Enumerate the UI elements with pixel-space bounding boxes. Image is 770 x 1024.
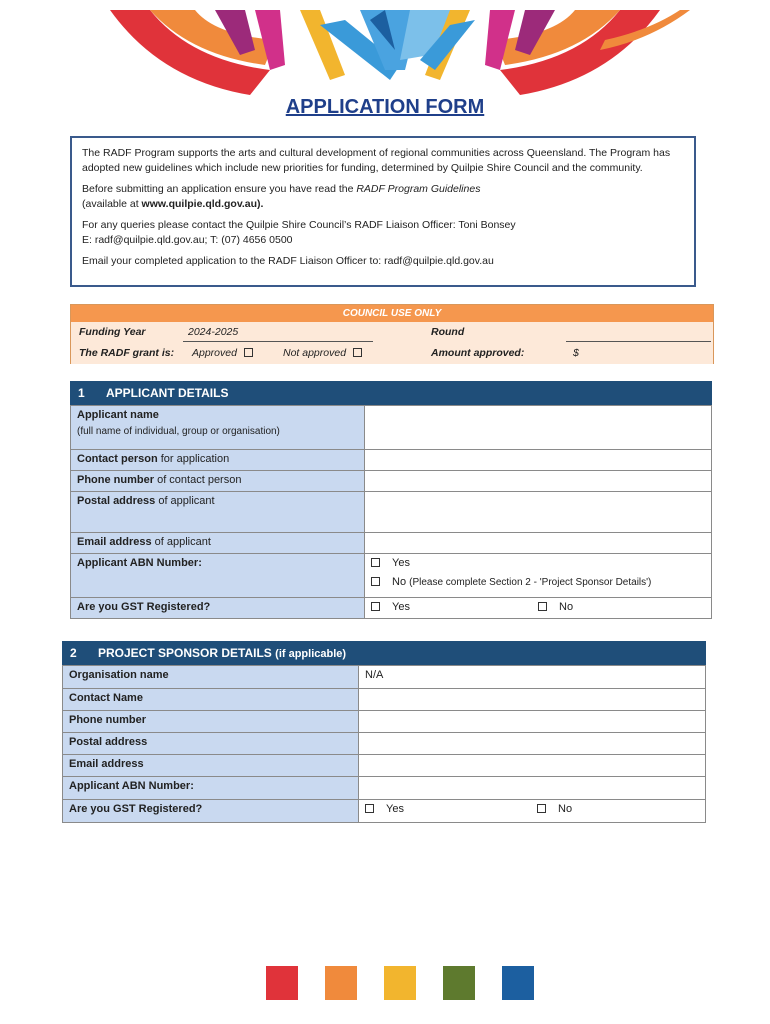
applicant-name-label: [71, 406, 365, 450]
section-project-sponsor: [62, 641, 706, 823]
council-use-body: [71, 322, 713, 364]
website-link[interactable]: www.quilpie.qld.gov.au).: [141, 198, 264, 210]
postal-address-rest: of applicant: [155, 495, 215, 507]
table-row: [63, 689, 706, 711]
intro-paragraph-3b: E: radf@quilpie.qld.gov.au; T: (07) 4656 0500: [82, 234, 293, 246]
page-title: APPLICATION FORM: [285, 96, 485, 118]
footer-square-yellow: [384, 966, 416, 1000]
gst-yes-checkbox[interactable]: [371, 602, 380, 611]
contact-person-label: [71, 450, 365, 471]
abn-no-note: (Please complete Section 2 - 'Project Sponsor Details'): [409, 577, 652, 588]
abn-label-text: Applicant ABN Number:: [77, 557, 202, 569]
sponsor-email-label: Email address: [63, 755, 359, 777]
gst-label-text: Are you GST Registered?: [77, 601, 211, 613]
contact-name-field[interactable]: [359, 689, 706, 711]
email-address-rest: of applicant: [151, 536, 211, 548]
abn-yes-label: Yes: [392, 557, 410, 569]
applicant-details-table: [70, 405, 712, 619]
gst-yes-option[interactable]: [371, 601, 410, 613]
applicant-name-hint: (full name of individual, group or organisation): [77, 426, 280, 437]
email-address-label: [71, 533, 365, 554]
approved-label: Approved: [192, 347, 237, 359]
table-row: [71, 554, 712, 598]
intro-paragraph-1: The RADF Program supports the arts and cultural development of regional communities across Queensland. The Program has adopted new guidelines which include new priorities for funding, determined by Quilpie Shire Council and the community.: [82, 147, 671, 174]
gst-yes-label: Yes: [392, 601, 410, 613]
not-approved-option[interactable]: [283, 347, 374, 359]
council-use-box: [70, 304, 714, 364]
section-2-subtitle: (if applicable): [275, 648, 347, 660]
funding-year-value[interactable]: 2024-2025: [188, 326, 239, 338]
phone-number-bold: Phone number: [77, 474, 155, 486]
contact-person-field[interactable]: [365, 450, 712, 471]
table-row: [71, 492, 712, 533]
section-1-header: [70, 381, 712, 405]
footer-square-red: [266, 966, 298, 1000]
abn-label: [71, 554, 365, 598]
gst-options: [365, 598, 712, 619]
sponsor-postal-label: Postal address: [63, 733, 359, 755]
table-row: [63, 733, 706, 755]
gst-no-label: No: [559, 601, 574, 613]
intro-paragraph-2b: [82, 197, 684, 212]
org-name-label: Organisation name: [63, 666, 359, 689]
banner-rays-right: [420, 10, 690, 95]
footer-square-blue: [502, 966, 534, 1000]
amount-approved-value[interactable]: $: [573, 347, 579, 359]
funding-year-line: [183, 341, 373, 342]
table-row: [71, 598, 712, 619]
footer-square-orange: [325, 966, 357, 1000]
table-row: [71, 533, 712, 554]
abn-yes-option[interactable]: [371, 557, 705, 569]
section-applicant-details: [70, 381, 712, 619]
abn-yes-checkbox[interactable]: [371, 558, 380, 567]
sponsor-gst-yes-label: Yes: [386, 803, 404, 815]
abn-no-checkbox[interactable]: [371, 577, 380, 586]
intro-box: [70, 136, 696, 287]
phone-number-field[interactable]: [365, 471, 712, 492]
table-row: [71, 471, 712, 492]
table-row: [63, 777, 706, 800]
not-approved-label: Not approved: [283, 347, 347, 359]
applicant-name-title: Applicant name: [77, 409, 159, 421]
not-approved-checkbox[interactable]: [353, 348, 362, 357]
sponsor-gst-no-option[interactable]: [537, 803, 572, 815]
sponsor-phone-field[interactable]: [359, 711, 706, 733]
sponsor-gst-label: Are you GST Registered?: [63, 800, 359, 823]
sponsor-gst-no-label: No: [558, 803, 573, 815]
intro-p2-text: Before submitting an application ensure you have read the: [82, 183, 357, 195]
table-row: [71, 406, 712, 450]
gst-no-option[interactable]: [538, 601, 573, 613]
postal-address-bold: Postal address: [77, 495, 156, 507]
funding-year-label: Funding Year: [79, 326, 146, 338]
guidelines-reference: RADF Program Guidelines: [356, 183, 481, 195]
email-address-field[interactable]: [365, 533, 712, 554]
gst-no-checkbox[interactable]: [538, 602, 547, 611]
section-1-number: 1: [78, 386, 85, 400]
sponsor-abn-field[interactable]: [359, 777, 706, 800]
section-2-number: 2: [70, 646, 77, 660]
section-2-header: [62, 641, 706, 665]
table-row: [63, 800, 706, 823]
phone-number-rest: of contact person: [154, 474, 242, 486]
contact-name-label: Contact Name: [63, 689, 359, 711]
postal-address-label: [71, 492, 365, 533]
round-line[interactable]: [566, 341, 711, 342]
sponsor-email-field[interactable]: [359, 755, 706, 777]
abn-no-label: No: [392, 576, 407, 588]
section-2-title: PROJECT SPONSOR DETAILS: [98, 646, 272, 660]
email-address-bold: Email address: [77, 536, 152, 548]
approved-checkbox[interactable]: [244, 348, 253, 357]
abn-no-option[interactable]: [371, 576, 705, 588]
grant-label: The RADF grant is:: [79, 347, 175, 359]
council-use-header: COUNCIL USE ONLY: [71, 305, 713, 322]
contact-person-rest: for application: [157, 453, 230, 465]
phone-number-label: [71, 471, 365, 492]
section-1-title: APPLICANT DETAILS: [106, 386, 229, 400]
sponsor-postal-field[interactable]: [359, 733, 706, 755]
project-sponsor-table: [62, 665, 706, 823]
approved-option[interactable]: [192, 347, 265, 359]
sponsor-abn-label: Applicant ABN Number:: [63, 777, 359, 800]
table-row: [63, 666, 706, 689]
footer-square-green: [443, 966, 475, 1000]
sponsor-gst-yes-option[interactable]: [365, 803, 404, 815]
sponsor-phone-label: Phone number: [63, 711, 359, 733]
contact-person-bold: Contact person: [77, 453, 158, 465]
banner-rays-left: [110, 10, 400, 95]
gst-label: [71, 598, 365, 619]
table-row: [71, 450, 712, 471]
table-row: [63, 711, 706, 733]
intro-p2b-text: (available at: [82, 198, 142, 210]
intro-paragraph-3a: For any queries please contact the Quilpie Shire Council’s RADF Liaison Officer: Toni Bonsey: [82, 219, 516, 231]
sponsor-gst-yes-checkbox[interactable]: [365, 804, 374, 813]
postal-address-field[interactable]: [365, 492, 712, 533]
sponsor-gst-no-checkbox[interactable]: [537, 804, 546, 813]
amount-approved-label: Amount approved:: [431, 347, 525, 359]
header-banner-graphic: [0, 0, 770, 100]
round-label: Round: [431, 326, 465, 338]
applicant-name-field[interactable]: [365, 406, 712, 450]
intro-paragraph-2: [82, 182, 684, 197]
intro-paragraph-4: Email your completed application to the RADF Liaison Officer to: radf@quilpie.qld.gov.au: [82, 255, 494, 267]
table-row: [63, 755, 706, 777]
sponsor-gst-options: [359, 800, 706, 823]
abn-options: [365, 554, 712, 598]
org-name-field[interactable]: N/A: [359, 666, 706, 689]
